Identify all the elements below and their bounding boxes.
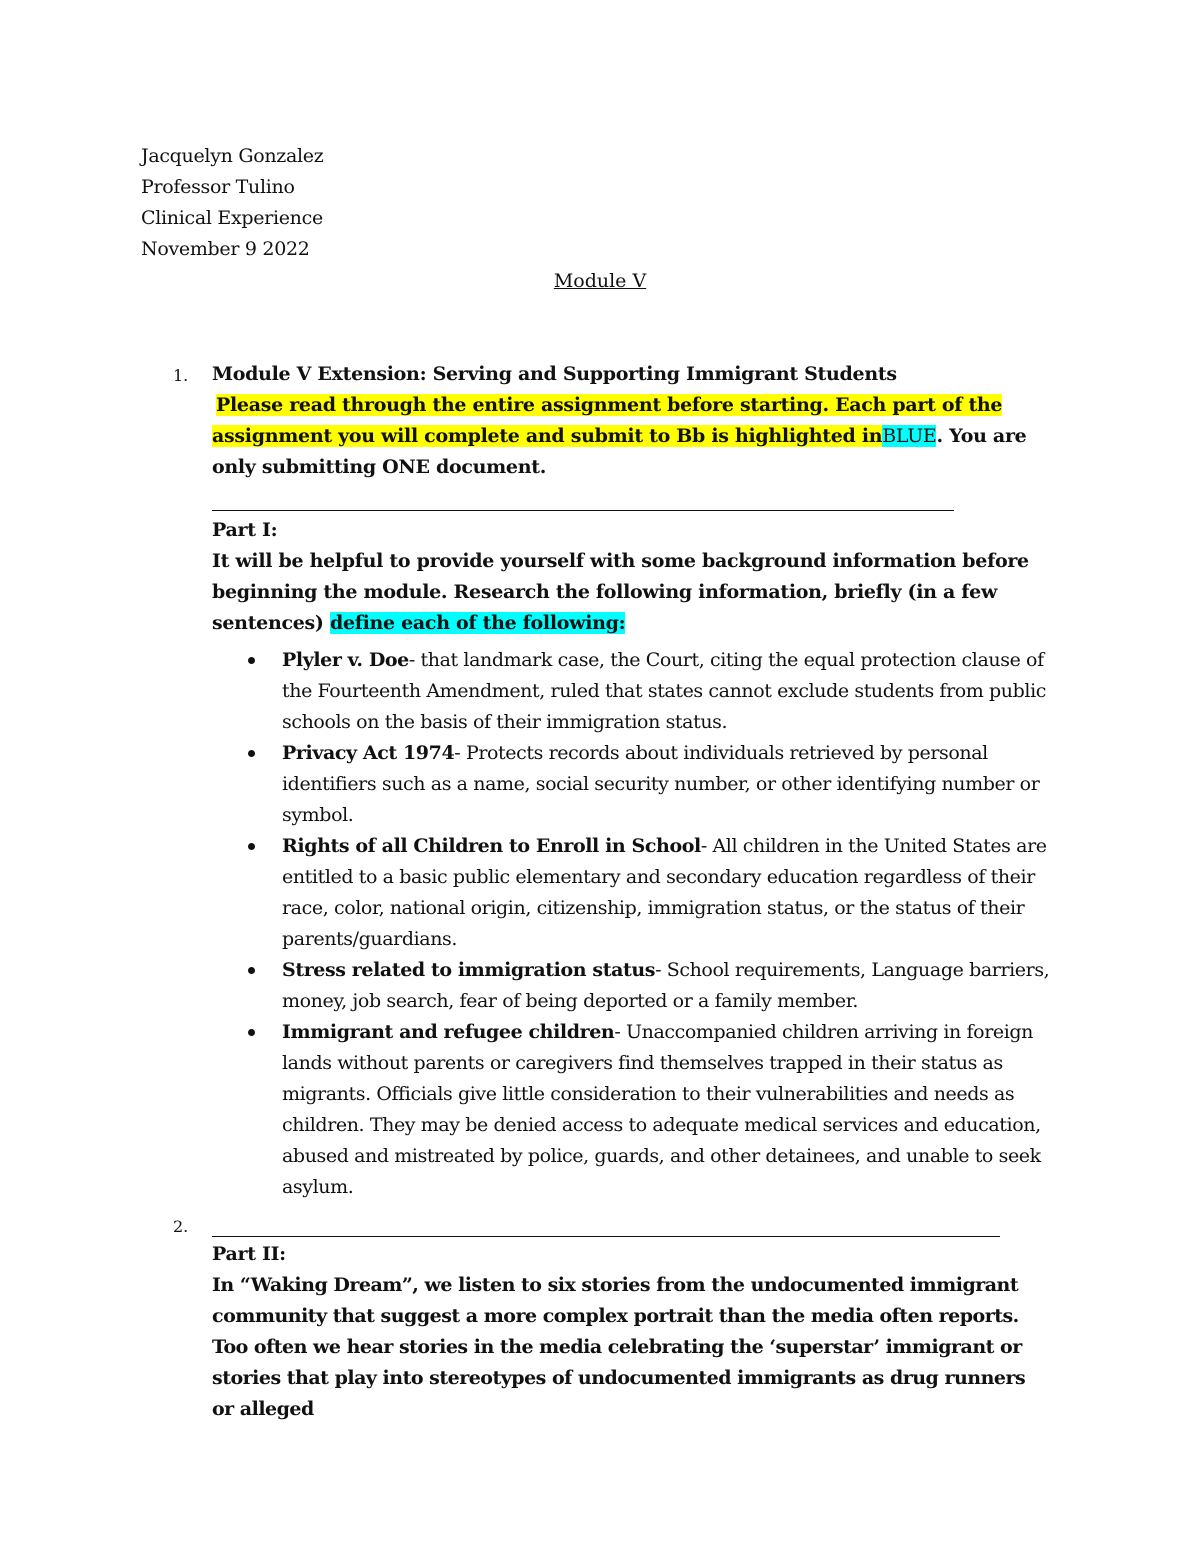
horizontal-rule: [212, 510, 954, 511]
list-number-2: 2.: [173, 1217, 189, 1236]
part-2-text: In “Waking Dream”, we listen to six stories from the undocumented immigrant community that suggest a more complex portrait than the media often reports. Too often we hear stories in the media celebrating the ‘superstar’ immigrant or stories that play into stereotypes of undocumented immigrants as drug runners or alleged: [212, 1274, 1026, 1420]
professor-name: Professor Tulino: [141, 176, 295, 198]
definition-text: - Unaccompanied children arriving in foreign lands without parents or caregivers find themselves trapped in their status as migrants. Officials give little consideration to their vulnerabilities and needs as children. They may be denied access to adequate medical services and education, abused and mistreated by police, guards, and other detainees, and unable to seek asylum.: [282, 1021, 1041, 1198]
definition-term: Rights of all Children to Enroll in School: [282, 835, 701, 857]
course-name: Clinical Experience: [141, 207, 323, 229]
definition-text: - School requirements, Language barriers, money, job search, fear of being deported or a family member.: [282, 959, 1050, 1012]
assignment-notice: [212, 390, 1032, 483]
module-heading: Module V Extension: Serving and Supporting Immigrant Students: [212, 363, 897, 385]
bullet-dot-icon: [248, 967, 255, 974]
bullet-dot-icon: [248, 657, 255, 664]
list-item: [282, 645, 1062, 738]
part-1-prompt: [212, 546, 1032, 639]
definition-term: Immigrant and refugee children: [282, 1021, 615, 1043]
part-1-prompt-blue: define each of the following:: [329, 612, 626, 634]
definition-term: Plyler v. Doe: [282, 649, 409, 671]
bullet-dot-icon: [248, 750, 255, 757]
horizontal-rule: [212, 1236, 1000, 1237]
definition-list: [282, 645, 1062, 1203]
author-name: Jacquelyn Gonzalez: [141, 145, 324, 167]
notice-blue-word: BLUE: [882, 425, 937, 447]
list-item: [282, 738, 1062, 831]
part-1-label: Part I:: [212, 519, 278, 541]
definition-term: Privacy Act 1974: [282, 742, 455, 764]
bullet-dot-icon: [248, 843, 255, 850]
definition-text: - Protects records about individuals retrieved by personal identifiers such as a name, social security number, or other identifying number or symbol.: [282, 742, 1040, 826]
part-1-prompt-text: It will be helpful to provide yourself with some background information before beginning the module. Research the following information, briefly (in a few sentences): [212, 550, 1029, 634]
bullet-dot-icon: [248, 1029, 255, 1036]
list-item: [282, 1017, 1062, 1203]
notice-highlighted-text: Please read through the entire assignment before starting. Each part of the assignment you will complete and submit to Bb is highlighted in: [212, 394, 1003, 447]
list-item: [282, 831, 1062, 955]
definition-term: Stress related to immigration status: [282, 959, 656, 981]
definition-text: - All children in the United States are entitled to a basic public elementary and secondary education regardless of their race, color, national origin, citizenship, immigration status, or the status of their parents/guardians.: [282, 835, 1047, 950]
document-title: Module V: [553, 270, 647, 292]
list-number-1: 1.: [173, 366, 189, 385]
definition-text: - that landmark case, the Court, citing the equal protection clause of the Fourteenth Amendment, ruled that states cannot exclude students from public schools on the basis of their immigration status.: [282, 649, 1046, 733]
list-item: [282, 955, 1062, 1017]
part-2-label: Part II:: [212, 1243, 286, 1265]
notice-tail-text: . You are only submitting ONE document.: [212, 425, 1027, 478]
document-date: November 9 2022: [141, 238, 310, 260]
